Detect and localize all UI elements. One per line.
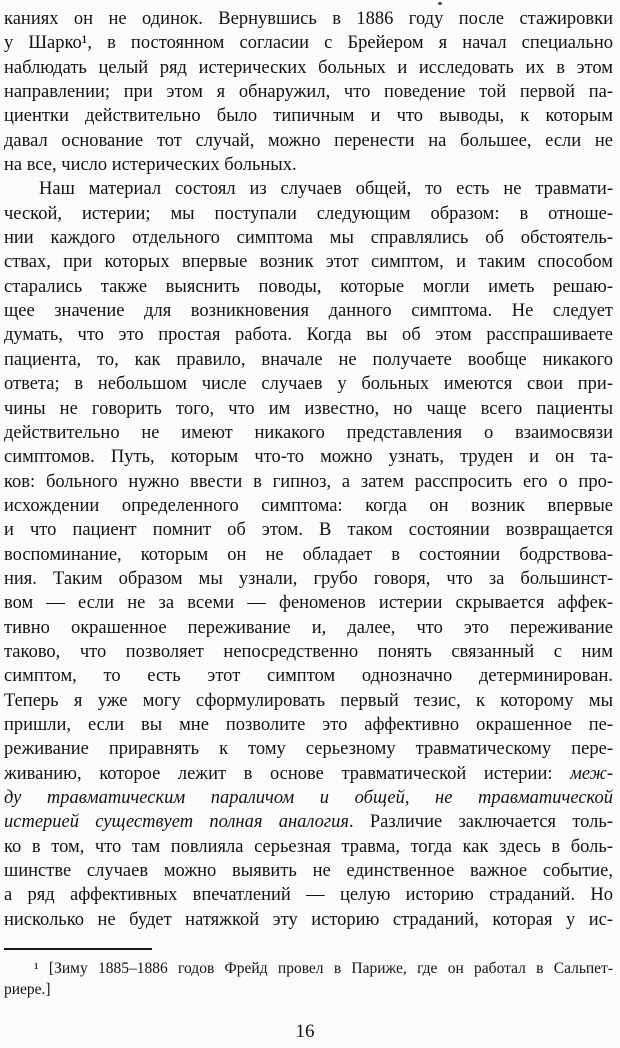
text-segment: думать, что это простая работа. Когда вы об этом расспрашиваете — [4, 325, 613, 346]
text-line — [4, 689, 613, 713]
text-line — [4, 664, 613, 688]
text-segment: направлении; при этом я обнаружил, что поведение той первой па- — [4, 82, 613, 103]
text-line — [4, 153, 613, 177]
text-segment: циентки действительно было типичным и что выводы, к которым — [4, 106, 613, 127]
text-line — [4, 421, 613, 445]
text-line — [4, 980, 613, 1001]
text-line — [4, 470, 613, 494]
text-segment: на все, число истерических больных. — [4, 155, 297, 176]
text-segment: ствах, при которых впервые возник этот симптом, и таким способом — [4, 252, 613, 273]
text-line — [4, 737, 613, 761]
text-line — [4, 591, 613, 615]
text-line — [4, 323, 613, 347]
text-line — [4, 31, 613, 55]
text-line — [4, 177, 613, 201]
italic-text-segment: меж- — [570, 763, 613, 784]
text-line — [4, 786, 613, 810]
text-segment: симптом, то есть этот симптом однозначно детерминирован. — [4, 666, 613, 687]
text-segment: пришли, если вы мне позволите это аффективно окрашенное пе- — [4, 714, 613, 735]
text-line — [4, 129, 613, 153]
text-segment: исхождении определенного симптома: когда он возник впервые — [4, 495, 613, 516]
text-segment: реживание приравнять к тому серьезному травматическому пере- — [4, 739, 613, 760]
paragraph — [4, 177, 613, 932]
text-line — [4, 959, 613, 980]
text-segment: Наш материал состоял из случаев общей, то есть не травмати- — [39, 179, 613, 200]
text-segment: живанию, которое лежит в основе травматической истерии: — [4, 763, 571, 784]
text-segment: симптомов. Путь, которым что-то можно узнать, труден и он та- — [4, 447, 613, 468]
text-segment: действительно не имеют никакого представления о взаимосвязи — [4, 422, 613, 443]
scan-speck — [438, 2, 442, 5]
text-line — [4, 56, 613, 80]
text-line — [4, 494, 613, 518]
italic-text-segment: ду травматическим параличом и общей, не травматической — [4, 788, 613, 808]
text-segment: наблюдать целый ряд истерических больных и исследовать их в этом — [4, 57, 613, 78]
text-line — [4, 202, 613, 226]
text-line — [4, 810, 613, 834]
text-line — [4, 616, 613, 640]
text-segment: риере.] — [4, 980, 51, 998]
text-line — [4, 835, 613, 859]
text-line — [4, 543, 613, 567]
text-segment: нии каждого отдельного симптома мы справлялись об обстоятель- — [4, 228, 613, 249]
text-block — [4, 7, 613, 932]
text-line — [4, 908, 613, 932]
text-line — [4, 397, 613, 421]
text-segment: ко в том, что там повлияла серьезная травма, тогда как здесь в боль- — [4, 836, 613, 857]
text-line — [4, 7, 613, 31]
footnote — [4, 948, 613, 1000]
text-line — [4, 518, 613, 542]
text-segment: ков: больного нужно ввести в гипноз, а затем расспросить его о про- — [4, 471, 613, 492]
text-segment: пациента, то, как правило, вначале не получаете вообще никакого — [4, 349, 613, 370]
text-line — [4, 299, 613, 323]
text-line — [4, 104, 613, 128]
text-segment: ческой, истерии; мы поступали следующим образом: в отноше- — [4, 203, 613, 224]
text-segment: шинстве случаев можно выявить не единственное важное событие, — [4, 861, 613, 882]
text-line — [4, 713, 613, 737]
text-segment: чины не говорить того, что им известно, но чаще всего пациенты — [4, 398, 613, 419]
footnote-rule — [4, 948, 152, 950]
paragraph — [4, 7, 613, 177]
text-segment: а ряд аффективных впечатлений — целую историю страданий. Но — [4, 885, 613, 906]
text-line — [4, 275, 613, 299]
text-line — [4, 859, 613, 883]
text-segment: ответа; в небольшом числе случаев у больных имеются свои при- — [4, 374, 613, 395]
text-segment: воспоминание, которым он не обладает в состоянии бодрствова- — [4, 544, 613, 565]
footnote-lines — [4, 959, 613, 1000]
text-line — [4, 372, 613, 396]
text-segment: нисколько не будет натяжкой эту историю страданий, которая у ис- — [4, 909, 613, 930]
text-line — [4, 445, 613, 469]
text-line — [4, 226, 613, 250]
text-line — [4, 883, 613, 907]
text-segment: щее значение для возникновения данного симптома. Не следует — [4, 301, 613, 322]
text-line — [4, 80, 613, 104]
text-segment: старались также выяснить поводы, которые могли иметь решаю- — [4, 276, 613, 297]
text-segment: тивно окрашенное переживание и, далее, что это переживание — [4, 617, 613, 638]
text-segment: ния. Таким образом мы узнали, грубо говоря, что за большинст- — [4, 568, 613, 589]
text-line — [4, 567, 613, 591]
text-segment: ¹ [Зиму 1885–1886 годов Фрейд провел в Париже, где он работал в Сальпет- — [34, 960, 613, 977]
text-line — [4, 762, 613, 786]
text-segment: у Шарко¹, в постоянном согласии с Брейером я начал специально — [4, 33, 613, 54]
text-segment: таково, что позволяет непосредственно понять связанный с ним — [4, 641, 613, 662]
text-segment: и что пациент помнит об этом. В таком состоянии возвращается — [4, 520, 613, 541]
text-segment: давал основание тот случай, можно перенести на большее, если не — [4, 130, 613, 151]
text-segment: . Различие заключается толь- — [348, 812, 613, 833]
text-line — [4, 640, 613, 664]
text-segment: вом — если не за всеми — феноменов истерии скрывается аффек- — [4, 593, 613, 614]
text-segment: Теперь я уже могу сформулировать первый тезис, к которому мы — [4, 690, 613, 711]
text-line — [4, 348, 613, 372]
page-number: 16 — [295, 1021, 315, 1042]
text-line — [4, 250, 613, 274]
text-segment: каниях он не одинок. Вернувшись в 1886 году после стажировки — [4, 9, 613, 29]
italic-text-segment: истерией существует полная аналогия — [4, 812, 349, 833]
